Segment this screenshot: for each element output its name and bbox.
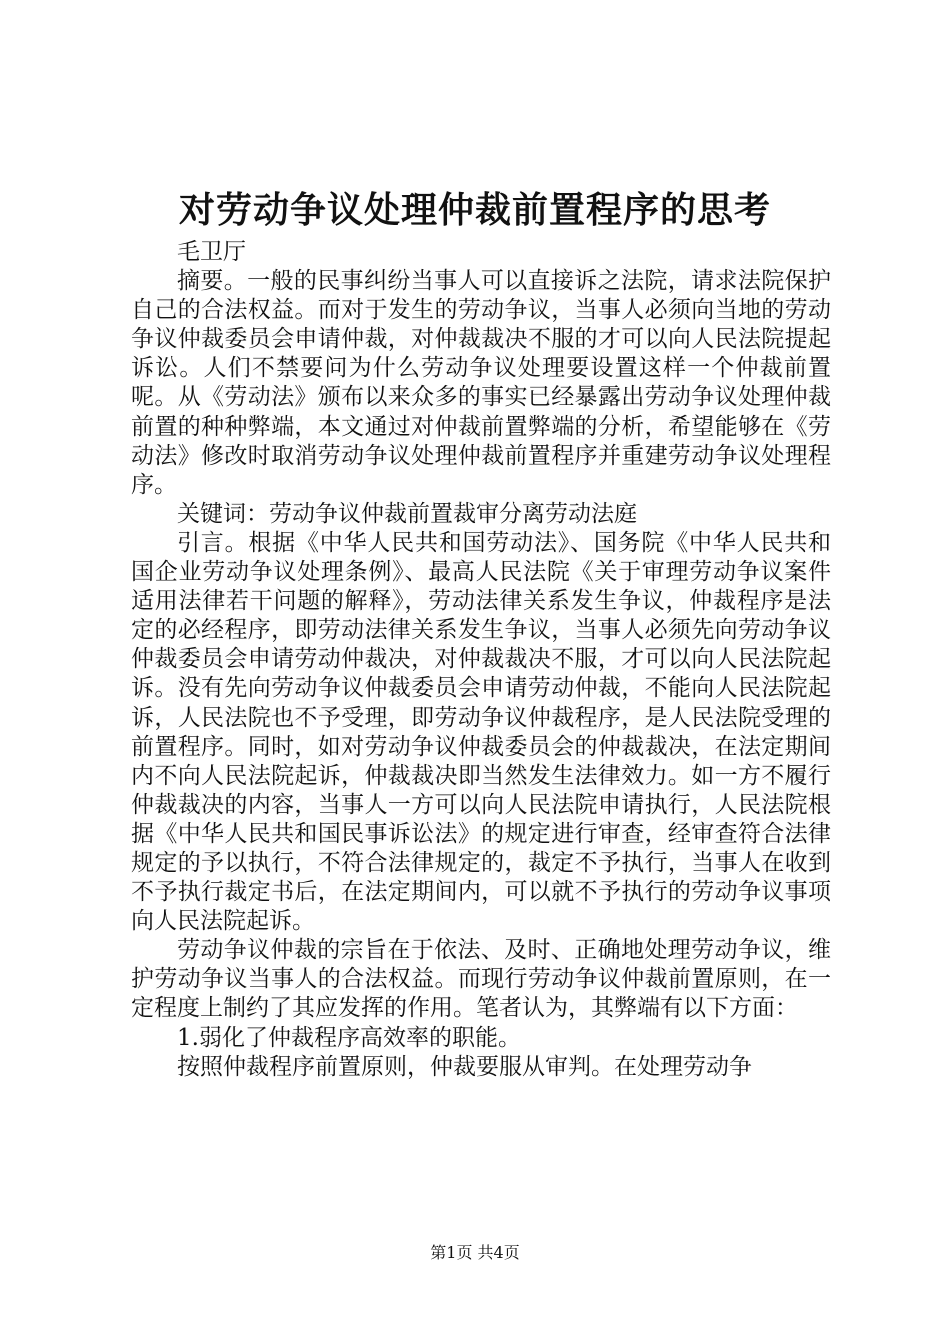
purpose-paragraph: 劳动争议仲裁的宗旨在于依法、及时、正确地处理劳动争议，维护劳动争议当事人的合法权益。而现行劳动争议仲裁前置原则，在一定程度上制约了其应发挥的作用。笔者认为，其弊端有以下方面：: [131, 937, 831, 1022]
body-paragraph-last: 按照仲裁程序前置原则，仲裁要服从审判。在处理劳动争: [177, 1053, 752, 1080]
document-title: 对劳动争议处理仲裁前置程序的思考: [178, 189, 771, 231]
author-line: 毛卫厅: [177, 239, 246, 265]
abstract-paragraph: 摘要。一般的民事纠纷当事人可以直接诉之法院，请求法院保护自己的合法权益。而对于发生的劳动争议，当事人必须向当地的劳动争议仲裁委员会申请仲裁，对仲裁裁决不服的才可以向人民法院提起诉讼。人们不禁要问为什么劳动争议处理要设置这样一个仲裁前置呢。从《劳动法》颁布以来众多的事实已经暴露出劳动争议处理仲裁前置的种种弊端，本文通过对仲裁前置弊端的分析，希望能够在《劳动法》修改时取消劳动争议处理仲裁前置程序并重建劳动争议处理程序。: [131, 268, 831, 498]
keywords-line: 关键词：劳动争议仲裁前置裁审分离劳动法庭: [177, 500, 637, 527]
document-body: [131, 238, 831, 1082]
section-heading-1: 1.弱化了仲裁程序高效率的职能。: [177, 1024, 521, 1051]
introduction-paragraph: 引言。根据《中华人民共和国劳动法》、国务院《中华人民共和国企业劳动争议处理条例》、最高人民法院《关于审理劳动争议案件适用法律若干问题的解释》，劳动法律关系发生争议，仲裁程序是法定的必经程序，即劳动法律关系发生争议，当事人必须先向劳动争议仲裁委员会申请劳动仲裁决，对仲裁裁决不服，才可以向人民法院起诉。没有先向劳动争议仲裁委员会申请劳动仲裁，不能向人民法院起诉，人民法院也不予受理，即劳动争议仲裁程序，是人民法院受理的前置程序。同时，如对劳动争议仲裁委员会的仲裁裁决，在法定期间内不向人民法院起诉，仲裁裁决即当然发生法律效力。如一方不履行仲裁裁决的内容，当事人一方可以向人民法院申请执行，人民法院根据《中华人民共和国民事诉讼法》的规定进行审查，经审查符合法律规定的予以执行，不符合法律规定的，裁定不予执行，当事人在收到不予执行裁定书后，在法定期间内，可以就不予执行的劳动争议事项向人民法院起诉。: [131, 529, 831, 935]
page-number-footer: 第1页 共4页: [430, 1243, 520, 1262]
